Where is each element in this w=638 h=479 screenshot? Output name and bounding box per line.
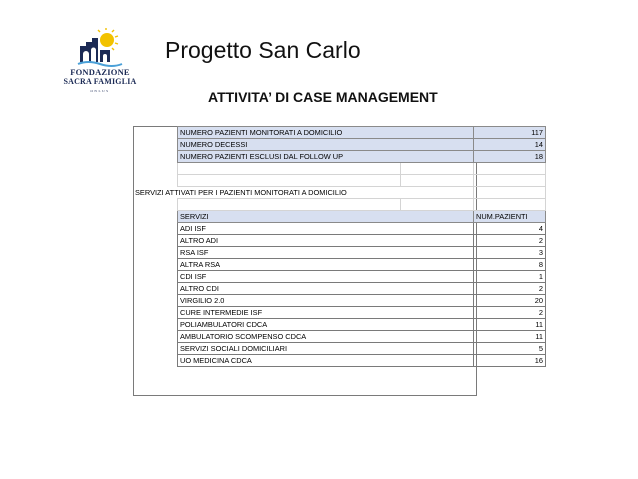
service-count: 4 [474,223,546,235]
service-row [133,295,546,307]
service-name: CURE INTERMEDIE ISF [178,307,474,319]
service-name: AMBULATORIO SCOMPENSO CDCA [178,331,474,343]
service-row [133,283,546,295]
summary-label: NUMERO PAZIENTI ESCLUSI DAL FOLLOW UP [178,151,474,163]
service-row [133,223,546,235]
service-row [133,235,546,247]
summary-row [133,127,546,139]
service-name: UO MEDICINA CDCA [178,355,474,367]
service-row [133,319,546,331]
service-count: 8 [474,259,546,271]
service-row [133,307,546,319]
service-row [133,355,546,367]
empty-row [133,175,546,187]
service-count: 2 [474,283,546,295]
logo-line-3: ONLUS [90,89,110,93]
section-label: SERVIZI ATTIVATI PER I PAZIENTI MONITORATI A DOMICILIO [135,188,347,197]
service-count: 11 [474,319,546,331]
service-count: 2 [474,235,546,247]
section-label-row [133,187,546,199]
service-count: 16 [474,355,546,367]
empty-row [133,163,546,175]
services-column-header: SERVIZI [178,211,474,223]
service-name: POLIAMBULATORI CDCA [178,319,474,331]
service-count: 3 [474,247,546,259]
service-name: ALTRA RSA [178,259,474,271]
slide-subtitle: ATTIVITA’ DI CASE MANAGEMENT [208,89,438,105]
service-count: 20 [474,295,546,307]
service-row [133,331,546,343]
service-count: 11 [474,331,546,343]
empty-row [133,199,546,211]
logo-emblem-icon [76,28,124,68]
service-row [133,259,546,271]
summary-row [133,139,546,151]
service-name: SERVIZI SOCIALI DOMICILIARI [178,343,474,355]
logo-line-2: SACRA FAMIGLIA [63,77,137,86]
summary-label: NUMERO PAZIENTI MONITORATI A DOMICILIO [178,127,474,139]
services-header-row [133,211,546,223]
service-name: ALTRO CDI [178,283,474,295]
service-count: 2 [474,307,546,319]
service-count: 5 [474,343,546,355]
case-management-table [133,126,546,367]
service-row [133,271,546,283]
service-row [133,247,546,259]
slide-title: Progetto San Carlo [165,37,361,63]
service-name: CDI ISF [178,271,474,283]
summary-label: NUMERO DECESSI [178,139,474,151]
summary-row [133,151,546,163]
summary-value: 14 [474,139,546,151]
service-name: VIRGILIO 2.0 [178,295,474,307]
service-count: 1 [474,271,546,283]
summary-value: 117 [474,127,546,139]
fondazione-logo [55,28,145,96]
service-name: RSA ISF [178,247,474,259]
summary-value: 18 [474,151,546,163]
service-name: ALTRO ADI [178,235,474,247]
count-column-header: NUM.PAZIENTI [474,211,546,223]
service-name: ADI ISF [178,223,474,235]
logo-line-1: FONDAZIONE [70,67,130,77]
service-row [133,343,546,355]
